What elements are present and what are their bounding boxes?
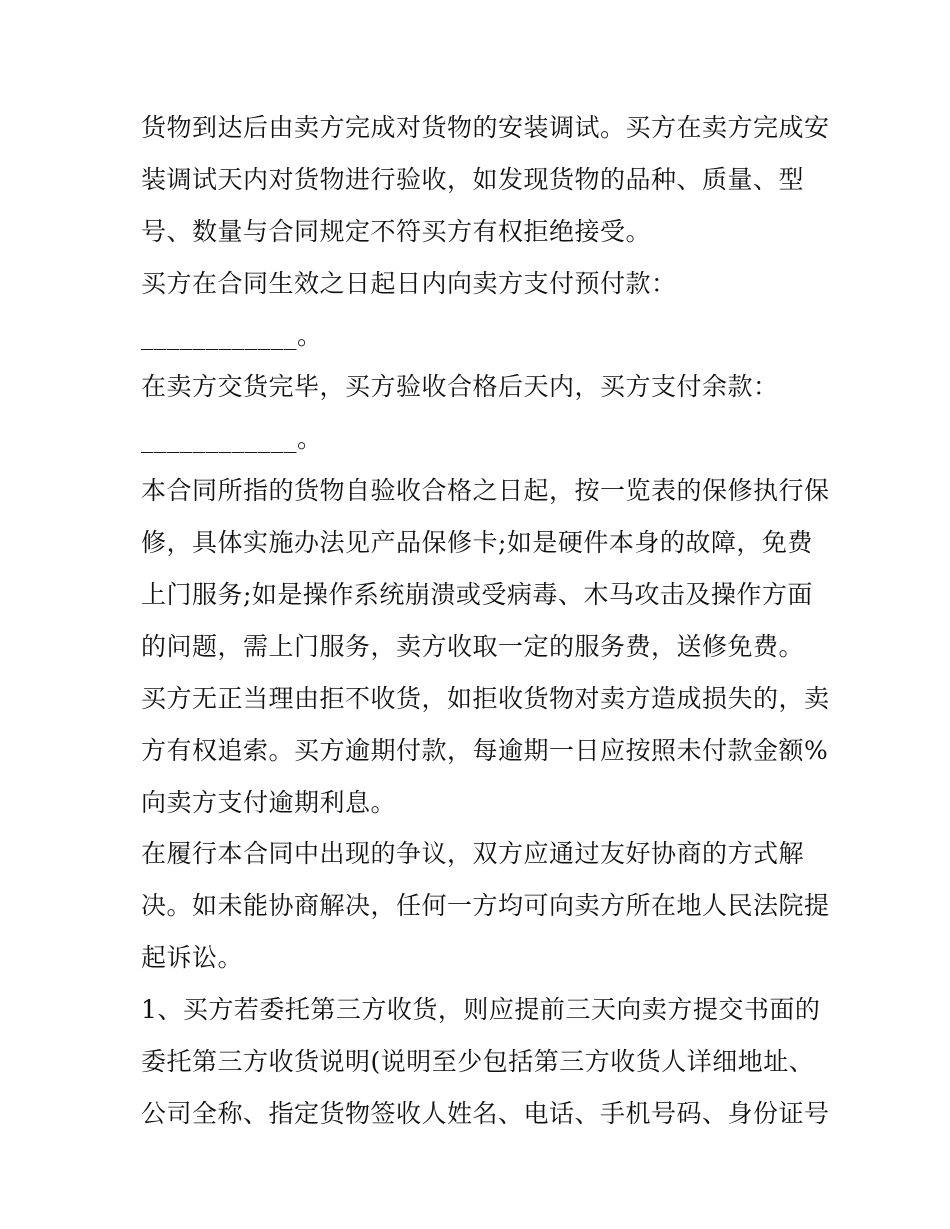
text-line: 1、买方若委托第三方收货，则应提前三天向卖方提交书面的 [141, 995, 821, 1025]
blank-line: ____________。 [141, 424, 323, 454]
blank-line: ____________。 [141, 320, 323, 350]
text-line: 在履行本合同中出现的争议，双方应通过友好协商的方式解 [141, 839, 805, 869]
text-line: 向卖方支付逾期利息。 [141, 787, 397, 817]
text-line: 在卖方交货完毕，买方验收合格后天内，买方支付余款： [141, 372, 779, 402]
text-line: 本合同所指的货物自验收合格之日起，按一览表的保修执行保 [141, 476, 830, 506]
contract-text [141, 102, 830, 1140]
text-line: 委托第三方收货说明(说明至少包括第三方收货人详细地址、 [141, 1047, 815, 1077]
text-line: 买方无正当理由拒不收货，如拒收货物对卖方造成损失的，卖 [141, 683, 830, 713]
text-line: 装调试天内对货物进行验收，如发现货物的品种、质量、型 [141, 164, 805, 194]
text-line: 买方在合同生效之日起日内向卖方支付预付款： [141, 268, 677, 298]
text-line: 公司全称、指定货物签收人姓名、电话、手机号码、身份证号 [141, 1098, 830, 1128]
text-line: 方有权追索。买方逾期付款，每逾期一日应按照未付款金额% [141, 735, 829, 765]
text-line: 的问题，需上门服务，卖方收取一定的服务费，送修免费。 [141, 631, 805, 661]
text-line: 货物到达后由卖方完成对货物的安装调试。买方在卖方完成安 [141, 113, 830, 142]
text-line: 决。如未能协商解决，任何一方均可向卖方所在地人民法院提 [141, 891, 830, 921]
text-line: 号、数量与合同规定不符买方有权拒绝接受。 [141, 216, 652, 246]
text-line: 修，具体实施办法见产品保修卡;如是硬件本身的故障，免费 [141, 528, 813, 558]
text-line: 起诉讼。 [141, 943, 244, 973]
text-line: 上门服务;如是操作系统崩溃或受病毒、木马攻击及操作方面 [141, 580, 813, 610]
